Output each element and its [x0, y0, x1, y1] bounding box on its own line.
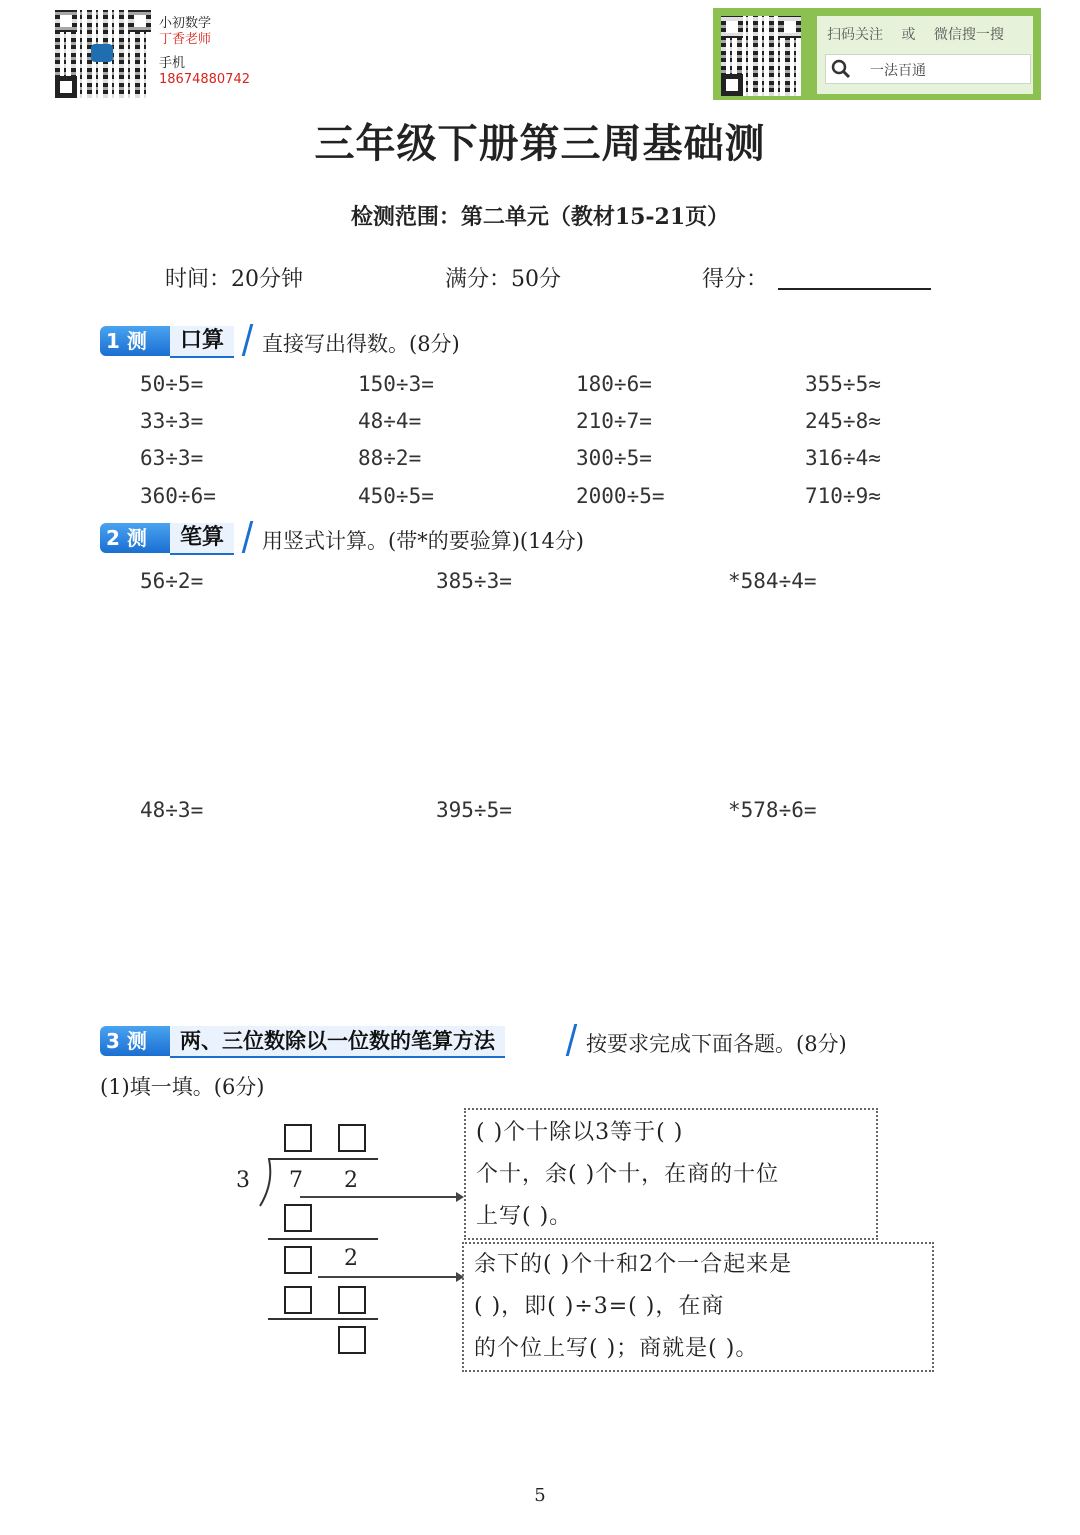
division-bracket	[258, 1158, 274, 1208]
box1-line: 上写( )。	[476, 1204, 573, 1229]
full-score-label: 满分：50分	[445, 267, 561, 292]
explanation-box-1	[464, 1108, 878, 1240]
search-input[interactable]	[825, 54, 1031, 84]
final-remainder-box[interactable]	[338, 1326, 366, 1354]
or-text: 或	[901, 27, 916, 43]
oral-problem: 150÷3=	[358, 372, 434, 396]
brand-teacher: 丁香老师	[159, 32, 212, 47]
page-number: 5	[534, 1485, 546, 1506]
written-problem: 395÷5=	[436, 798, 512, 822]
search-icon	[830, 58, 852, 80]
section1-tab: 口算	[170, 326, 234, 358]
page-subtitle: 检测范围：第二单元（教材15-21页）	[350, 204, 730, 230]
section3-sub1: (1)填一填。(6分)	[100, 1075, 265, 1099]
quotient-tens-box[interactable]	[284, 1124, 312, 1152]
dividend-ones: 2	[344, 1168, 358, 1193]
product-tens-box-2[interactable]	[284, 1286, 312, 1314]
written-problem: 48÷3=	[140, 798, 204, 822]
box1-line: ( )个十除以3等于( )	[476, 1120, 684, 1145]
section1-badge: 1 测	[100, 326, 176, 356]
time-label: 时间：20分钟	[165, 267, 303, 292]
score-blank[interactable]	[778, 288, 931, 290]
oral-problem: 48÷4=	[358, 409, 422, 433]
product-ones-box-2[interactable]	[338, 1286, 366, 1314]
remainder-ones: 2	[344, 1246, 358, 1271]
brand-phone-label: 手机	[159, 56, 186, 71]
oral-problem: 316÷4≈	[805, 446, 881, 470]
brand-block	[159, 16, 250, 88]
oral-problem: 360÷6=	[140, 484, 216, 508]
oral-problem: 33÷3=	[140, 409, 204, 433]
arrow-to-box1	[300, 1196, 462, 1198]
brand-name: 小初数学	[159, 16, 212, 31]
follow-qr-code	[721, 16, 801, 96]
oral-problem: 355÷5≈	[805, 372, 881, 396]
arrow-to-box2	[318, 1276, 462, 1278]
quotient-ones-box[interactable]	[338, 1124, 366, 1152]
section3-instruction: 按要求完成下面各题。(8分)	[586, 1032, 847, 1056]
section3-tab: 两、三位数除以一位数的笔算方法	[170, 1026, 505, 1058]
wechat-search-text: 微信搜一搜	[933, 27, 1004, 43]
written-problem: *584÷4=	[728, 569, 817, 593]
explanation-box-2	[462, 1242, 934, 1372]
oral-problem: 450÷5=	[358, 484, 434, 508]
oral-problem: 210÷7=	[576, 409, 652, 433]
oral-problem: 50÷5=	[140, 372, 204, 396]
oral-problem: 88÷2=	[358, 446, 422, 470]
section2-badge: 2 测	[100, 523, 176, 553]
oral-problem: 63÷3=	[140, 446, 204, 470]
section2-instruction: 用竖式计算。(带*的要验算)(14分)	[262, 529, 584, 553]
follow-box	[713, 8, 1041, 100]
remainder-tens-box[interactable]	[284, 1246, 312, 1274]
oral-problem: 180÷6=	[576, 372, 652, 396]
wechat-icon	[91, 44, 113, 62]
box2-line: ( )，即( )÷3=( )，在商	[474, 1294, 725, 1319]
oral-problem: 300÷5=	[576, 446, 652, 470]
oral-problem: 710÷9≈	[805, 484, 881, 508]
follow-text: 扫码关注	[827, 27, 883, 43]
page-title: 三年级下册第三周基础测	[314, 121, 766, 167]
oral-problem: 2000÷5=	[576, 484, 665, 508]
score-label: 得分：	[702, 267, 769, 292]
section1-instruction: 直接写出得数。(8分)	[262, 332, 460, 356]
dividend-tens: 7	[289, 1168, 303, 1193]
search-value: 一法百通	[870, 63, 926, 79]
written-problem: 385÷3=	[436, 569, 512, 593]
brand-qr-code	[55, 10, 151, 98]
box2-line: 的个位上写( )；商就是( )。	[474, 1336, 759, 1361]
section3-badge: 3 测	[100, 1026, 176, 1056]
divisor: 3	[236, 1168, 250, 1193]
box1-line: 个十，余( )个十，在商的十位	[476, 1162, 780, 1187]
brand-phone: 18674880742	[159, 72, 250, 87]
product-tens-box[interactable]	[284, 1204, 312, 1232]
box2-line: 余下的( )个十和2个一合起来是	[474, 1252, 793, 1277]
written-problem: 56÷2=	[140, 569, 204, 593]
written-problem: *578÷6=	[728, 798, 817, 822]
section2-tab: 笔算	[170, 523, 234, 555]
oral-problem: 245÷8≈	[805, 409, 881, 433]
